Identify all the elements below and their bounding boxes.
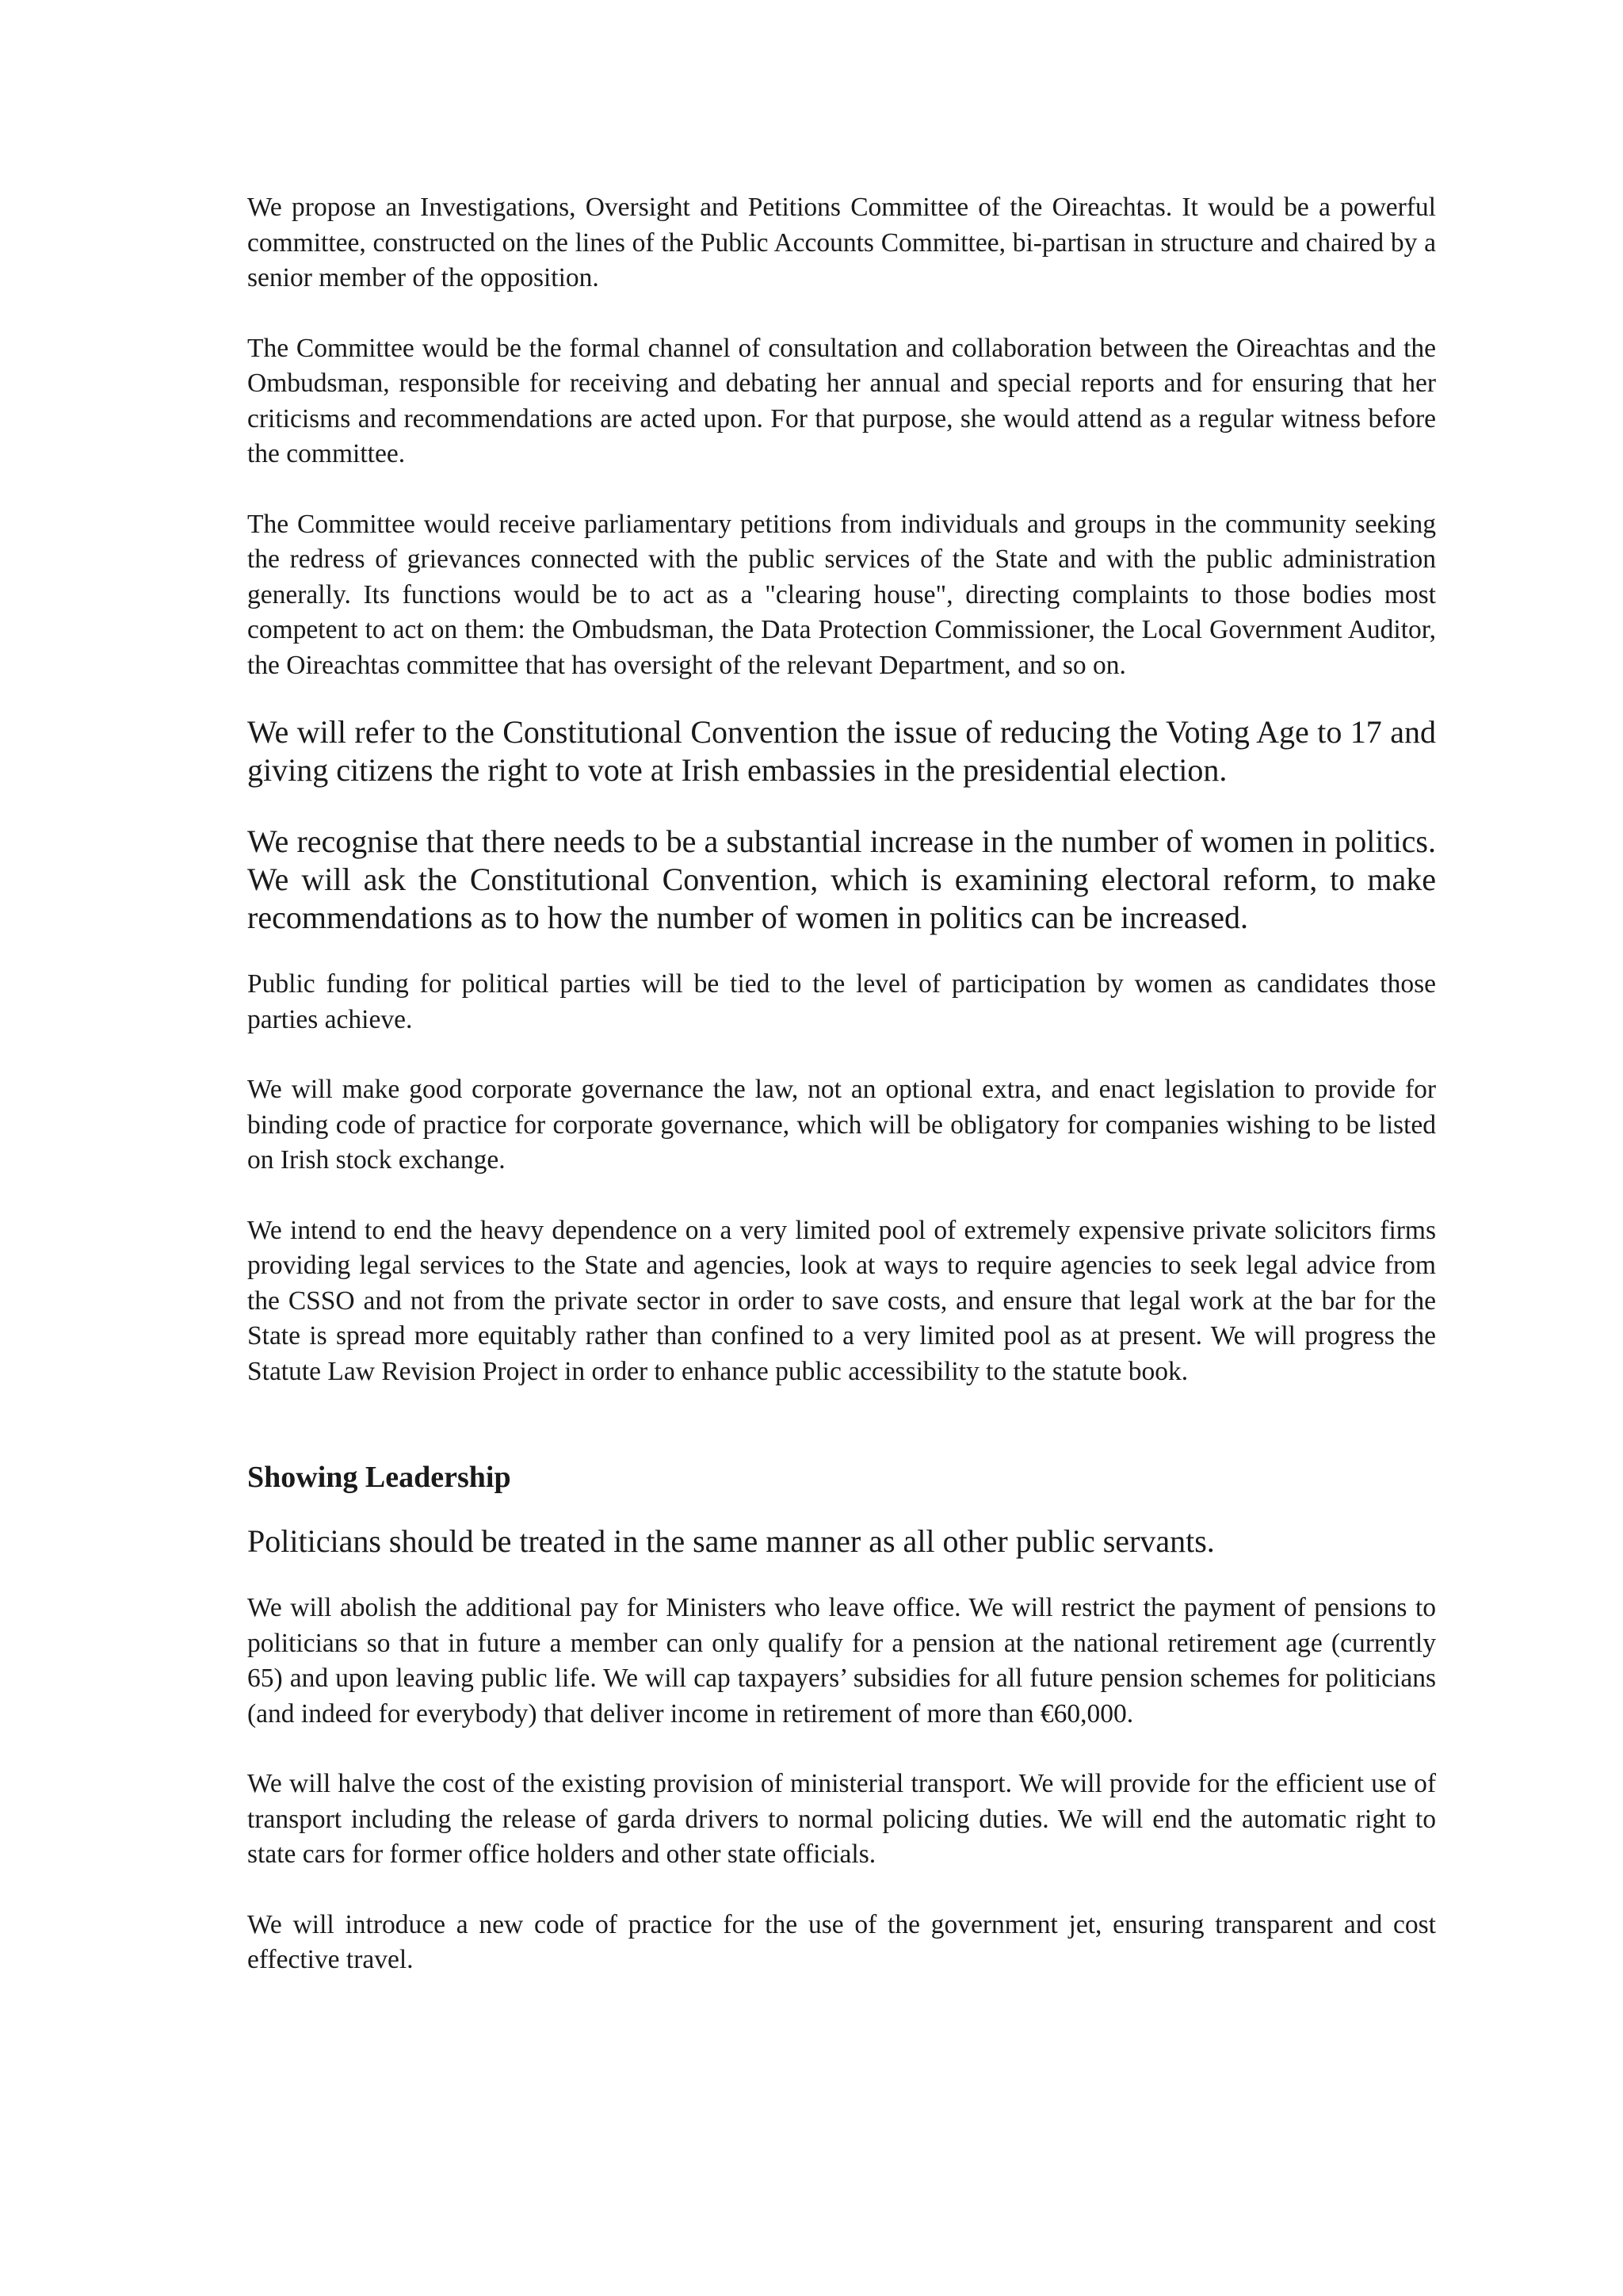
paragraph-ombudsman-channel: The Committee would be the formal channel of consultation and collaboration between the Oireachtas and the Ombudsman, responsible for receiving and debating her annual and special reports and for ensuring that her criticisms and recommendations are acted upon. For that purpose, she would attend as a regular witness before the committee.: [247, 333, 1436, 468]
paragraph-politicians-treatment: Politicians should be treated in the same manner as all other public servants.: [247, 1523, 1215, 1559]
paragraph-voting-age: We will refer to the Constitutional Convention the issue of reducing the Voting Age to 17 and giving citizens the right to vote at Irish embassies in the presidential election.: [247, 714, 1436, 788]
paragraph-women-in-politics: We recognise that there needs to be a substantial increase in the number of women in politics. We will ask the Constitutional Convention, which is examining electoral reform, to make recommendations as to how the number of women in politics can be increased.: [247, 823, 1436, 935]
paragraph-legal-services: We intend to end the heavy dependence on a very limited pool of extremely expensive private solicitors firms providing legal services to the State and agencies, look at ways to require agencies to seek legal advice from the CSSO and not from the private sector in order to save costs, and ensure that legal work at the bar for the State is spread more equitably rather than confined to a very limited pool as at present. We will progress the Statute Law Revision Project in order to enhance public accessibility to the statute book.: [247, 1215, 1436, 1386]
document-page: [247, 190, 1436, 1978]
paragraph-parliamentary-petitions: The Committee would receive parliamentary petitions from individuals and groups in the community seeking the redress of grievances connected with the public services of the State and with the public administration generally. Its functions would be to act as a "clearing house", directing complaints to those bodies most competent to act on them: the Ombudsman, the Data Protection Commissioner, the Local Government Auditor, the Oireachtas committee that has oversight of the relevant Department, and so on.: [247, 509, 1436, 680]
paragraph-ministerial-transport: We will halve the cost of the existing provision of ministerial transport. We will provide for the efficient use of transport including the release of garda drivers to normal policing duties. We will end the automatic right to state cars for former office holders and other state officials.: [247, 1769, 1436, 1869]
section-heading-showing-leadership: Showing Leadership: [247, 1461, 511, 1494]
paragraph-government-jet: We will introduce a new code of practice for the use of the government jet, ensuring transparent and cost effective travel.: [247, 1909, 1436, 1974]
paragraph-oversight-committee: We propose an Investigations, Oversight and Petitions Committee of the Oireachtas. It would be a powerful committee, constructed on the lines of the Public Accounts Committee, bi-partisan in structure and chaired by a senior member of the opposition.: [247, 193, 1436, 292]
paragraph-ministerial-pay-pensions: We will abolish the additional pay for Ministers who leave office. We will restrict the payment of pensions to politicians so that in future a member can only qualify for a pension at the national retirement age (currently 65) and upon leaving public life. We will cap taxpayers’ subsidies for all future pension schemes for politicians (and indeed for everybody) that deliver income in retirement of more than €60,000.: [247, 1593, 1436, 1729]
paragraph-corporate-governance: We will make good corporate governance the law, not an optional extra, and enact legislation to provide for binding code of practice for corporate governance, which will be obligatory for companies wishing to be listed on Irish stock exchange.: [247, 1075, 1436, 1175]
paragraph-public-funding: Public funding for political parties will be tied to the level of participation by women as candidates those parties achieve.: [247, 969, 1436, 1034]
